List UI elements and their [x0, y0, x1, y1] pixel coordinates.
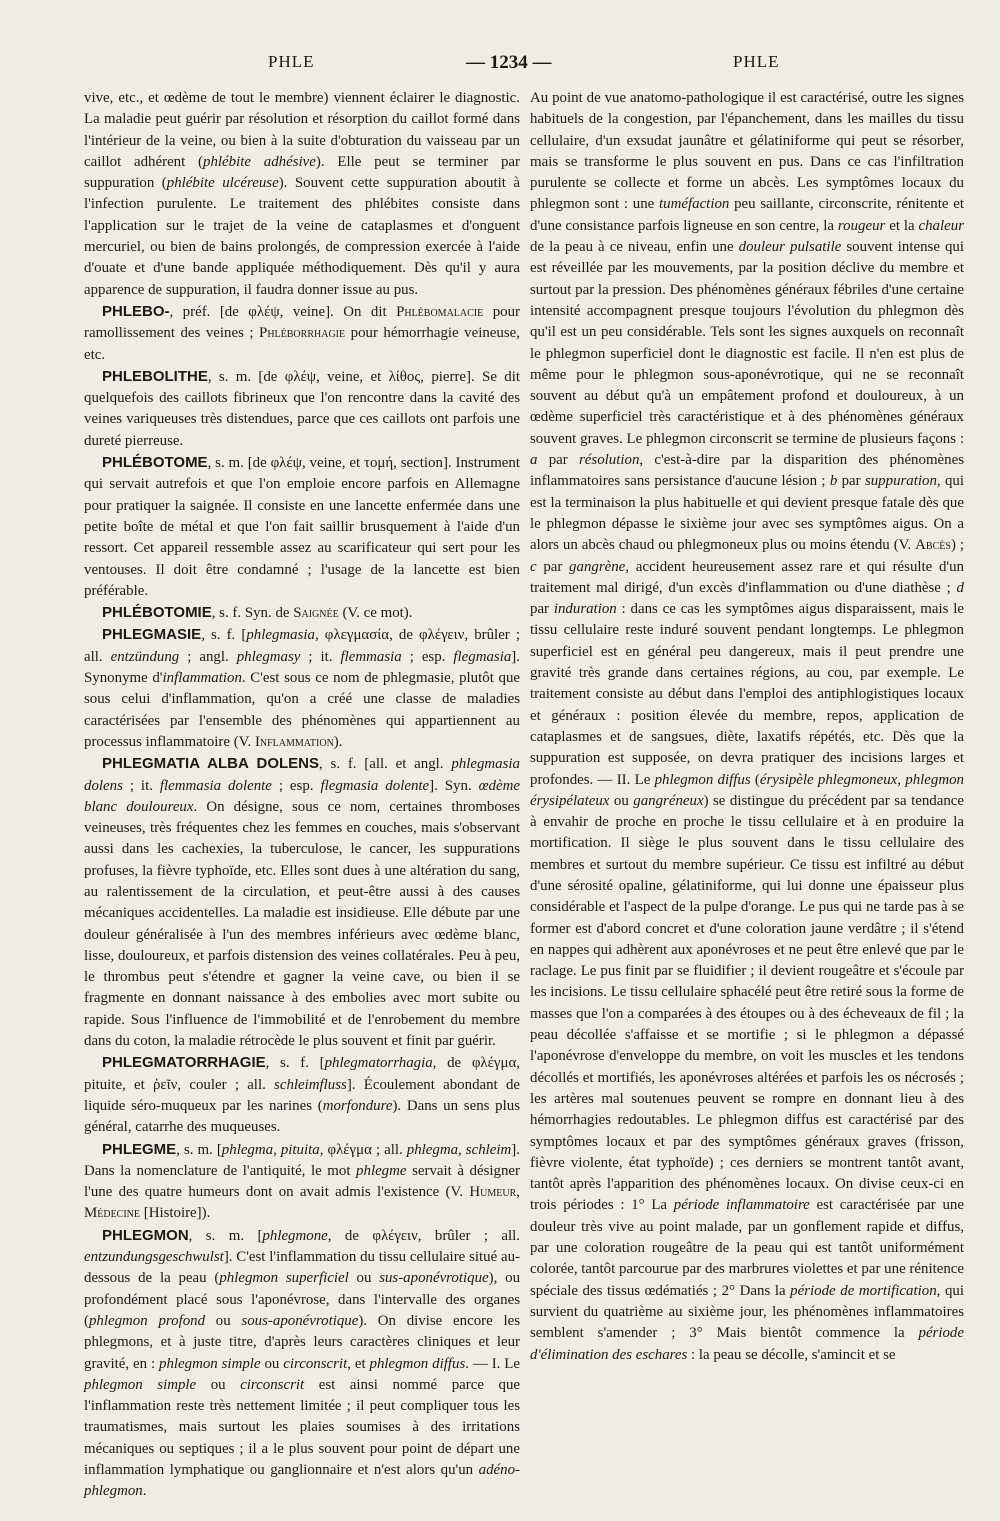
entry-text: induration [553, 601, 617, 618]
entry-text: ( [750, 771, 760, 788]
entry-text: gangrène [569, 558, 626, 575]
entry-text: Saignée [293, 605, 339, 622]
entry-text: , s. m. [de φλέψ, veine, et λίθος, pierre]. Se dit quelquefois des caillots fibrineux que l'on rencontre dans la cavité des veines variqueuses très distendues, parce que ces caillots ont parfois une dureté pierreuse. [84, 368, 520, 449]
entry-text: de la peau à ce niveau, enfin une [530, 239, 739, 256]
entry-text: chaleur [918, 217, 964, 234]
entry-text: circonscrit [240, 1376, 305, 1393]
entry-text: entzündung [110, 648, 180, 665]
entry-headword: PHLEGMATIA ALBA DOLENS [102, 755, 320, 773]
entry-text: par [536, 558, 570, 575]
entry-text: circonscrit [283, 1355, 348, 1372]
entry-text: Abcès [915, 537, 951, 554]
entry-text: ]. C'est l'inflammation du tissu cellulaire situé au-dessous de la peau ( [84, 1249, 520, 1287]
entry-text: par [537, 452, 580, 469]
entry-text: , s. f. [all. et angl. [319, 756, 452, 773]
entry-text: (V. ce mot). [338, 605, 413, 622]
entry-text: , de φλέγμα, pituite, et ῥεῖν, couler ; all. [84, 1055, 520, 1093]
entry-text: , et [347, 1355, 370, 1372]
entry-text: , c'est-à-dire par la disparition des phénomènes inflammatoires sans persistance d'aucune lésion ; [530, 452, 964, 490]
entry-text: phlegmon diffus [654, 771, 751, 788]
entry-text: est caractérisée par une douleur très vive au point malade, par un gonflement rapide et diffus, par une coloration rougeâtre de la peau qui est tantôt uniformément colorée, tantôt parcourue par des marbrures violettes et par une rénitence spéciale des tissus œdématiés ; 2° Dans la [530, 1197, 964, 1299]
entry-text: Au point de vue anatomo-pathologique il est caractérisé, outre les signes habituels de la congestion, par l'épanchement, dans les mailles du tissu cellulaire, d'un exsudat jaunâtre et gélatiniforme qui peut se résorber, mais se transforme le plus souvent en pus. Dans ce cas l'infiltration purulente se collecte et forme un abcès. Les symptômes locaux du phlegmon sont : une [530, 90, 964, 213]
entry-text: , [516, 1184, 520, 1201]
right-column [530, 88, 964, 1478]
entry-text: phlegmatorrhagia [324, 1055, 433, 1072]
entry-text: ; it. [122, 777, 160, 794]
entry-text: phlegmasia [246, 627, 315, 644]
entry-text: , φλεγμασία, de φλέγειν, brûler ; all. [84, 627, 520, 665]
dictionary-entry [84, 753, 520, 1052]
entry-text: période de mortification [790, 1282, 937, 1299]
entry-headword: PHLÉBOTOMIE [102, 604, 212, 622]
running-head-right: PHLE [733, 52, 780, 71]
entry-text: est ainsi nommé parce que l'inflammation reste très nettement limitée ; il peut compliquer tous les traumatismes, mais surtout les plaies soumises à des irritations mécaniques ou septiques ; il a le plus souvent pour point de départ une inflammation lymphatique ou ganglionnaire et n'est alors qu'un [84, 1376, 521, 1478]
entry-text: phlegmon simple [84, 1376, 197, 1393]
entry-text: ou [196, 1376, 241, 1393]
dictionary-entry [84, 301, 520, 366]
entry-text: peu saillante, circonscrite, rénitente et d'une consistance parfois ligneuse en son centre, la [530, 196, 964, 234]
page-header [0, 52, 1000, 82]
entry-text: phlegmon diffus [369, 1355, 466, 1372]
entry-headword: PHLÉBOTOME [102, 454, 208, 472]
page-number: — 1234 — [466, 52, 552, 73]
entry-text: ) ; [950, 537, 964, 554]
dictionary-entry [84, 602, 520, 624]
entry-text: , s. m. [de φλέψ, veine, et τομή, section]. Instrument qui servait autrefois et que l'on emploie encore parfois en Allemagne pour pratiquer la saignée. Il consiste en une lancette enfermée dans une petite boîte de métal et que l'on fait saillir brusquement à l'aide d'un ressort. Cet appareil ressemble assez au scarificateur qui sert pour les ventouses. Il doit être condamné ; l'usage de la lancette est bien préférable. [84, 455, 520, 599]
entry-text: ). Elle peut se terminer par suppuration ( [84, 153, 520, 192]
entry-text: phlébite ulcéreuse [166, 175, 279, 192]
entry-text: inflammation [162, 670, 242, 687]
entry-text: , φλέγμα ; all. [319, 1141, 407, 1158]
entry-text: suppuration [864, 473, 937, 490]
entry-text: phlegmone [262, 1227, 328, 1244]
entry-text: , préf. [de φλέψ, veine]. On dit [169, 303, 397, 320]
dictionary-entry [84, 624, 520, 753]
dictionary-entry [84, 1225, 520, 1503]
entry-text: sus-aponévrotique [379, 1270, 489, 1287]
entry-text: érysipèle phlegmoneux, phlegmon érysipélateux [530, 771, 965, 809]
entry-text: phlegma, pituita [221, 1141, 320, 1158]
entry-text: , s. f. [ [265, 1055, 325, 1072]
entry-text: ). [333, 733, 343, 750]
entry-text: Phlébomalacie [396, 303, 484, 320]
entry-text: ; it. [300, 648, 341, 665]
dictionary-entry [84, 452, 520, 602]
entry-text: morfondure [322, 1097, 393, 1114]
entry-text: phlegmasia dolens [84, 756, 520, 794]
entry-text: phlegmon profond [88, 1312, 206, 1329]
entry-text: ; angl. [179, 648, 237, 665]
entry-text: pour ramollissement des veines ; [84, 303, 520, 342]
entry-text: phlébite adhésive [203, 153, 316, 170]
entry-text: , qui est la terminaison la plus habituelle et qui devient presque fatale dès que le phlegmon dépasse le sixième jour avec ses symptômes aigus. On a alors un abcès chaud ou phlegmoneux plus ou moins étendu (V. [530, 473, 964, 554]
entry-text: ou [260, 1355, 284, 1372]
entry-text: douleur pulsatile [738, 239, 842, 256]
entry-text: ; esp. [401, 648, 454, 665]
entry-text: entzundungsgeschwulst [84, 1249, 224, 1266]
entry-text: flegmasia dolente [320, 777, 430, 794]
entry-text: : dans ce cas les symptômes aigus disparaissent, mais le tissu cellulaire reste induré souvent pendant longtemps. Le phlegmon superficiel est en général peu dangereux, mais il peut prendre une gravité très grande dans certaines régions, au cou, par exemple. Le traitement consiste au début dans l'emploi des antiphlogistiques locaux et généraux : position élevée du membre, repos, application de cataplasmes et de sangsues, diète, laxatifs répétés, etc. Dès que la suppuration est supposée, on devra pratiquer des incisions larges et profondes. — II. Le [530, 601, 964, 788]
entry-text: phlegmon simple [159, 1355, 261, 1372]
running-head-left: PHLE [268, 52, 315, 71]
entry-headword: PHLEBO- [102, 302, 170, 320]
entry-text: phlegmasy [236, 648, 301, 665]
entry-text: : la peau se décolle, s'amincit et se [687, 1346, 896, 1363]
entry-text: ; esp. [271, 777, 321, 794]
entry-text: , s. f. [ [201, 627, 247, 644]
entry-headword: PHLEBOLITHE [102, 367, 208, 385]
entry-text: phlegma, schleim [406, 1141, 512, 1158]
entry-text: , accident heureusement assez rare et qui résulte d'un traitement mal dirigé, d'un excès d'inflammation ou d'une diathèse ; [530, 558, 964, 596]
entry-text: ou [205, 1312, 242, 1329]
entry-text: a [530, 452, 538, 469]
entry-text: Inflammation [254, 733, 334, 750]
entry-text: [Histoire]). [140, 1205, 211, 1222]
entry-text: ou [609, 792, 634, 809]
entry-text: vive, etc., et œdème de tout le membre) viennent éclairer le diagnostic. La maladie peut guérir par résolution et résorption du caillot formé dans l'intérieur de la veine, ou bien à la suite d'obturation du vaisseau par un caillot adhérent ( [84, 90, 520, 170]
entry-text: , s. f. Syn. de [211, 605, 294, 622]
entry-text: ) se distingue du précédent par sa tendance à envahir de proche en proche le tissu cellulaire et à en produire la mortification. Il siège le plus souvent dans le tissu cellulaire des membres et surtout du membre supérieur. Ce tissu est infiltré au début d'une sérosité opaline, gélatiniforme, qui lui donne une épaisseur plus considérable et l'aspect de la pulpe d'orange. Le pus qui ne tarde pas à se former est d'abord concret et d'une coloration jaune verdâtre ; il s'étend en nappes qui adhèrent aux aponévroses et ne peut être enlevé que par le raclage. Le pus finit par se fluidifier ; il devient rougeâtre et s'écoule par les incisions. Le tissu cellulaire sphacélé peut être retiré sous la forme de masses que l'on a comparées à des étoupes ou à des écheveaux de fil ; la peau décollée s'affaisse et se mortifie ; si le phlegmon a dépassé l'aponévrose d'enveloppe du membre, on voit les muscles et les tendons décollés et mortifiés, les aponévroses altérées et parfois les os nécrosés ; les artères mal soutenues peuvent se rompre en donnant lieu à des hémorrhagies redoutables. Le phlegmon diffus est caractérisé par des symptômes locaux et par des symptômes généraux graves (frisson, fièvre violente, état typhoïde) ; ces derniers se montrent tantôt avant, tantôt après l'apparition des phénomènes locaux. On divise ceux-ci en trois périodes : 1° La [530, 792, 965, 1214]
entry-text: . On désigne, sous ce nom, certaines thromboses veineuses, très fréquentes chez les femmes en couches, mais s'observant aussi dans les cachexies, la tuberculose, le cancer, les suppurations profuses, la fièvre typhoïde, etc. Elles sont dues à une altération du sang, au ralentissement de la circulation, et peut-être aussi à des causes mécaniques accidentelles. La maladie est insidieuse. Elle débute par une douleur généralisée à l'un des membres inférieurs avec œdème blanc, lisse, douloureux, et parfois distension des veines collatérales. Peu à peu, le thrombus peut s'étendre et gagner la veine cave, ou bien il se fragmente en donnant naissance à des embolies avec mort subite ou rapide. Sous l'influence de l'immobilité et de l'enrobement du membre dans du coton, la maladie rétrocède le plus souvent et finit par guérir. [84, 798, 520, 1050]
entry-text: ). Souvent cette suppuration aboutit à l'infection purulente. Le traitement des phlébites consiste dans l'application sur le trajet de la veine de cataplasmes et d'onguent mercuriel, ou bien de bains prolongés, de compression exercée à l'aide d'ouate et d'une bande appliquée méthodiquement. Dès qu'il y aura apparence de suppuration, il faudra donner issue au pus. [84, 175, 520, 298]
entry-text: ). Dans un sens plus général, catarrhe des muqueuses. [84, 1097, 520, 1136]
entry-text: sous-aponévrotique [241, 1312, 359, 1329]
entry-text: . [142, 1483, 147, 1500]
entry-text: phlegme [356, 1162, 407, 1179]
entry-headword: PHLEGME [102, 1140, 177, 1158]
entry-text: ou [348, 1270, 380, 1287]
entry-text: Humeur [469, 1184, 517, 1201]
entry-text: ]. Dans la nomenclature de l'antiquité, le mot [84, 1141, 520, 1179]
entry-text: . — I. Le [465, 1355, 521, 1372]
entry-text: souvent intense qui est réveillée par les mouvements, par la position déclive du membre et surtout par la pression. Des phénomènes généraux fébriles d'une certaine intensité accompagnent presque toujours l'évolution du phlegmon dès qu'il est un peu considérable. Tels sont les signes auxquels on reconnaît le phlegmon superficiel dont le diagnostic est facile. Il n'en est plus de même pour le phlegmon sous-aponévrotique, qui ne se reconnaît souvent au début qu'à un empâtement profond et douloureux, à un œdème superficiel très caractéristique et à des phénomènes généraux souvent graves. Le phlegmon circonscrit se termine de plusieurs façons : [530, 239, 965, 447]
entry-text: Phléborrhagie [259, 325, 346, 342]
entry-text: rougeur [837, 217, 886, 234]
entry-text: œdème blanc douloureux [84, 777, 520, 815]
dictionary-entry [84, 366, 520, 452]
entry-text: tuméfaction [659, 196, 730, 213]
entry-text: , qui survient du quatrième au sixième jour, les phénomènes inflammatoires semblent s'amender ; 3° Mais bientôt commence la [530, 1282, 964, 1342]
entry-text: par [530, 601, 554, 618]
entry-text: , de φλέγειν, brûler ; all. [327, 1227, 520, 1244]
entry-text: par [837, 473, 865, 490]
entry-text: servait à désigner l'une des quatre humeurs dont on avait admis l'existence (V. [84, 1162, 520, 1201]
entry-text: adéno-phlegmon [84, 1462, 520, 1500]
entry-text: , s. m. [ [176, 1141, 222, 1158]
entry-text: ]. Synonyme d' [84, 648, 520, 687]
entry-text: pour hémorrhagie veineuse, etc. [84, 325, 520, 363]
entry-text: . C'est sous ce nom de phlegmasie, plutôt que sous celui d'inflammation, qu'on a créé une classe de maladies caractérisées par l'ensemble des phénomènes qui appartiennent au processus inflammatoire (V. [84, 670, 520, 750]
entry-text: schleimfluss [274, 1076, 347, 1093]
entry-text: flegmasia [453, 648, 512, 665]
entry-text: ), ou profondément placé sous l'aponévrose, dans l'intervalle des organes ( [84, 1270, 521, 1329]
left-column [84, 88, 521, 1500]
entry-text: période d'élimination des eschares [530, 1325, 964, 1363]
dictionary-entry [84, 1139, 520, 1225]
entry-text: ). On divise encore les phlegmons, et à juste titre, d'après leurs caractères cliniques et leur gravité, en : [84, 1312, 520, 1372]
entry-text: flemmasia [340, 648, 402, 665]
continued-paragraph [530, 88, 964, 1366]
entry-text: et la [885, 217, 919, 234]
entry-text: gangréneux [633, 792, 704, 809]
entry-text: phlegmon superficiel [219, 1270, 349, 1287]
entry-text: c [530, 558, 537, 575]
entry-headword: PHLEGMON [102, 1226, 189, 1244]
entry-text: b [829, 473, 838, 490]
entry-text: Médecine [84, 1205, 141, 1222]
entry-headword: PHLEGMATORRHAGIE [102, 1054, 266, 1072]
entry-text: période inflammatoire [673, 1197, 810, 1214]
entry-text: d [956, 579, 964, 596]
entry-text: flemmasia dolente [159, 777, 272, 794]
entry-text: ]. Écoulement abondant de liquide séro-muqueux par les narines ( [84, 1076, 520, 1114]
entry-headword: PHLEGMASIE [102, 626, 202, 644]
dictionary-entry [84, 1052, 520, 1138]
entry-text: résolution [579, 452, 640, 469]
entry-text: , s. m. [ [188, 1227, 263, 1244]
continued-paragraph [84, 88, 520, 301]
entry-text: ]. Syn. [429, 777, 479, 794]
